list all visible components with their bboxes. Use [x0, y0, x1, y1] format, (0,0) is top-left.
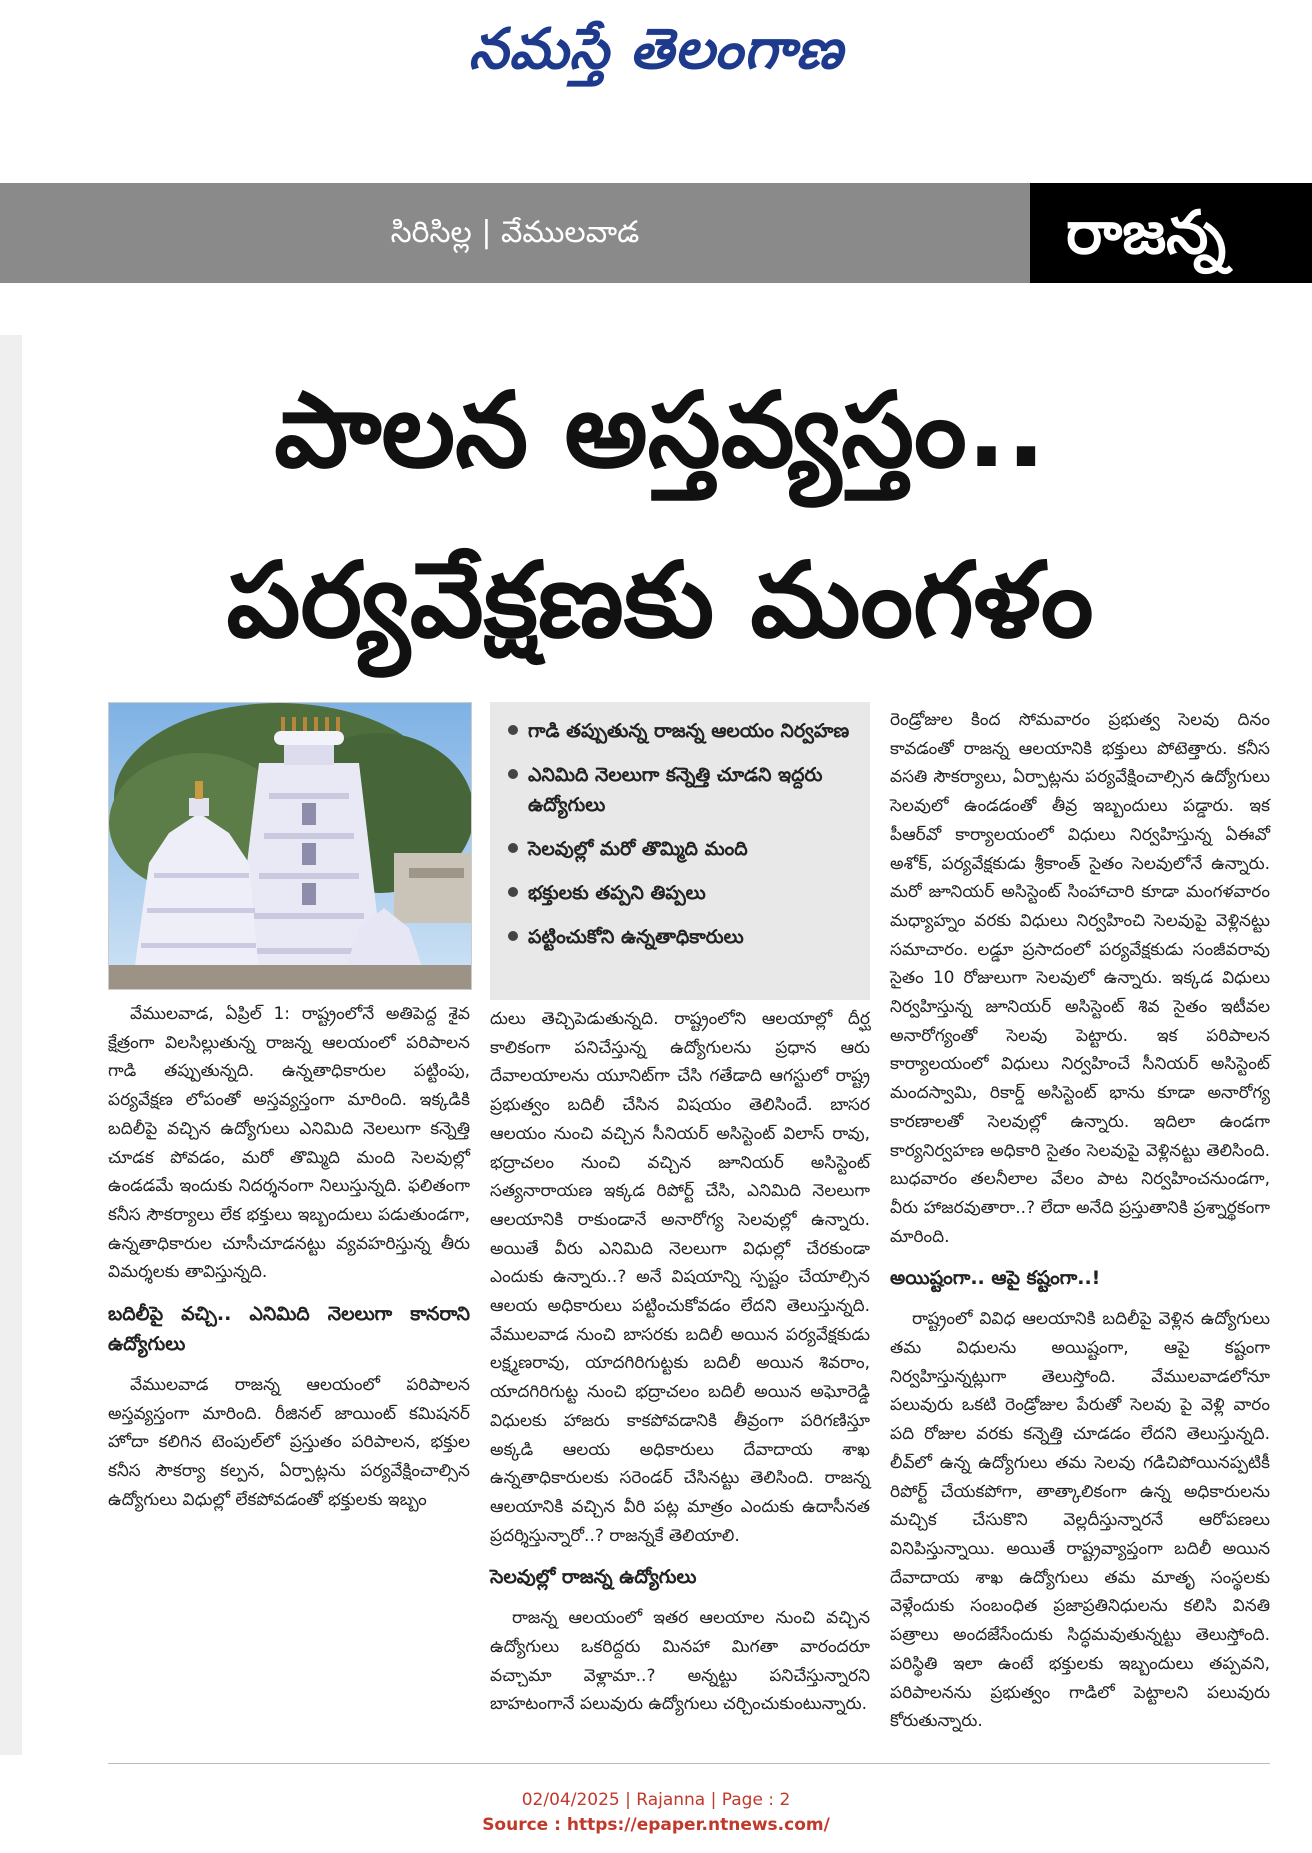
footer-rule: [108, 1763, 1270, 1764]
article-paragraph: రాష్ట్రంలో వివిధ ఆలయానికి బదిలీపై వెళ్లిన ఉద్యోగులు తమ విధులను అయిష్టంగా, ఆపై కష్టంగా నిర్వహిస్తున్నట్లుగా తెలుస్తోంది. వేములవాడలోనూ పలువురు ఒకటి రెండ్రోజుల పేరుతో సెలవు పై వెళ్లి వారం పది రోజుల వరకు కన్నెత్తి చూడడం లేదని తెలుస్తున్నది. లీవ్‌లో ఉన్న ఉద్యోగులు తమ సెలవు గడిచిపోయినప్పటికీ రిపోర్ట్ చేయకపోగా, తాత్కాలికంగా ఉన్న అధికారులను మచ్చిక చేసుకొని వెల్లదీస్తున్నారనే ఆరోపణలు వినిపిస్తున్నాయి. అయితే రాష్ట్రవ్యాప్తంగా బదిలీ అయిన దేవాదాయ శాఖ ఉద్యోగులు తమ మాతృ సంస్థలకు వెళ్లేందుకు సంబంధిత ప్రజాప్రతినిధులను కలిసి వినతి పత్రాలు అందజేసేందుకు సిద్ధమవుతున్నట్టు తెలుస్తోంది. పరిస్థితి ఇలా ఉంటే భక్తులకు ఇబ్బందులు తప్పవని, పరిపాలనను ప్రభుత్వం గాడిలో పెట్టాలని పలువురు కోరుతున్నారు.: [890, 1309, 1270, 1732]
section-bar: [0, 183, 1030, 283]
highlights-box: [490, 702, 870, 1000]
article-paragraph: వేములవాడ, ఏప్రిల్ 1: రాష్ట్రంలోనే అతిపెద్ద శైవ క్షేత్రంగా విలసిల్లుతున్న రాజన్న ఆలయంలో పరిపాలన గాడి తప్పుతున్నది. ఉన్నతాధికారుల పట్టింపు, పర్యవేక్షణ లోపంతో అస్తవ్యస్తంగా మారింది. ఇక్కడికి బదిలీపై వచ్చిన ఉద్యోగులు ఎనిమిది నెలలుగా కన్నెత్తి చూడక పోవడం, మరో తొమ్మిది మంది సెలవుల్లో ఉండడమే ఇందుకు నిదర్శనంగా నిలుస్తున్నది. ఫలితంగా కనీస సౌకర్యాలు లేక భక్తులు ఇబ్బందులు పడుతుండగా, ఉన్నతాధికారుల చూసీచూడనట్టు వ్యవహరిస్తున్న తీరు విమర్శలకు తావిస్తున్నది.: [108, 1004, 470, 1283]
article-paragraph: రెండ్రోజుల కింద సోమవారం ప్రభుత్వ సెలవు దినం కావడంతో రాజన్న ఆలయానికి భక్తులు పోటెత్తారు. కనీస వసతి సౌకర్యాలు, ఏర్పాట్లను పర్యవేక్షించాల్సిన ఉద్యోగులు సెలవులో ఉండడంతో తీవ్ర ఇబ్బందులు పడ్డారు. ఇక పీఆర్‌వో కార్యాలయంలో విధులు నిర్వహిస్తున్న ఏఈవో అశోక్, పర్యవేక్షకుడు శ్రీకాంత్ సైతం సెలవులోనే ఉన్నారు. మరో జూనియర్ అసిస్టెంట్ సింహాచారి కూడా మంగళవారం మధ్యాహ్నం వరకు విధులు నిర్వహించి సెలవుపై వెళ్లినట్టు సమాచారం. లడ్డూ ప్రసాదంలో పర్యవేక్షకుడు సంజీవరావు సైతం 10 రోజులుగా సెలవులో ఉన్నారు. ఇక్కడ విధులు నిర్వహిస్తున్న జూనియర్ అసిస్టెంట్ శివ సైతం ఇటీవల అనారోగ్యంతో సెలవు పెట్టారు. ఇక పరిపాలన కార్యాలయంలో విధులు నిర్వహించే సీనియర్ అసిస్టెంట్ మందస్వామి, రికార్డ్ అసిస్టెంట్ భాను కూడా అనారోగ్య కారణాలతో సెలవుల్లో ఉన్నారు. ఇదిలా ఉండగా కార్యనిర్వహణ అధికారి సైతం సెలవుపై వెళ్లినట్టు తెలిసింది. బుధవారం తలనీలాల వేలం పాట నిర్వహించనుండగా, వీరు హాజరవుతారా..? లేదా అనేది ప్రస్తుతానికి ప్రశ్నార్థకంగా మారింది.: [890, 710, 1270, 1247]
bullet-icon: [508, 887, 518, 897]
highlight-text: ఎనిమిది నెలలుగా కన్నెత్తి చూడని ఇద్దరు ఉద్యోగులు: [528, 764, 823, 816]
article-paragraph: రాజన్న ఆలయంలో ఇతర ఆలయాల నుంచి వచ్చిన ఉద్యోగులు ఒకరిద్దరు మినహా మిగతా వారందరూ వచ్చామా వెళ్లామా..? అన్నట్టు పనిచేస్తున్నారని బాహటంగానే పలువురు ఉద్యోగులు చర్చించుకుంటున్నారు.: [490, 1608, 870, 1715]
left-margin-rule: [0, 335, 22, 1755]
bullet-icon: [508, 769, 518, 779]
highlight-text: గాడి తప్పుతున్న రాజన్న ఆలయం నిర్వహణ: [528, 720, 850, 742]
article-column-middle: [490, 1005, 870, 1760]
article-subheading: అయిష్టంగా.. ఆపై కష్టంగా..!: [890, 1267, 1101, 1290]
headline-line-2: పర్యవేక్షణకు మంగళం: [226, 539, 1094, 661]
article-subheading: సెలవుల్లో రాజన్న ఉద్యోగులు: [490, 1566, 697, 1589]
highlight-item: [508, 878, 860, 908]
bullet-icon: [508, 725, 518, 735]
article-subheading: బదిలీపై వచ్చి.. ఎనిమిది నెలలుగా కానరాని ఉద్యోగులు: [108, 1303, 470, 1356]
section-block-label: రాజన్న: [1030, 183, 1312, 283]
masthead: నమస్తే తెలంగాణ: [468, 17, 844, 82]
article-paragraph: దులు తెచ్చిపెడుతున్నది. రాష్ట్రంలోని ఆలయాల్లో దీర్ఘ కాలికంగా పనిచేస్తున్న ఉద్యోగులను ప్రధాన ఆరు దేవాలయాలను యూనిట్‌గా చేసి గతేడాది ఆగస్టులో రాష్ట్ర ప్రభుత్వం బదిలీ చేసిన విషయం తెలిసిందే. బాసర ఆలయం నుంచి వచ్చిన సీనియర్ అసిస్టెంట్ విలాస్ రావు, భద్రాచలం నుంచి వచ్చిన జూనియర్ అసిస్టెంట్ సత్యనారాయణ ఇక్కడ రిపోర్ట్ చేసి, ఎనిమిది నెలలుగా ఆలయానికి రాకుండానే అనారోగ్య సెలవుల్లో ఉన్నారు. అయితే వీరు ఎనిమిది నెలలుగా విధుల్లో చేరకుండా ఎందుకు ఉన్నారు..? అనే విషయాన్ని స్పష్టం చేయాల్సిన ఆలయ అధికారులు పట్టించుకోవడం లేదని తెలుస్తున్నది. వేములవాడ నుంచి బాసరకు బదిలీ అయిన పర్యవేక్షకుడు లక్ష్మణరావు, యాదగిరిగుట్టకు బదిలీ అయిన శివరాం, యాదగిరిగుట్ట నుంచి భద్రాచలం బదిలీ అయిన అఘోరెడ్డి విధులకు హాజరు కాకపోవడానికి తీవ్రంగా పరిగణిస్తూ అక్కడి ఆలయ అధికారులు దేవాదాయ శాఖ ఉన్నతాధికారులకు సరెండర్ చేసినట్టు తెలిసింది. రాజన్న ఆలయానికి వచ్చిన వీరి పట్ల మాత్రం ఎందుకు ఉదాసీనత ప్రదర్శిస్తున్నారో..? రాజన్నకే తెలియాలి.: [490, 1009, 870, 1546]
highlight-item: [508, 716, 860, 746]
headline-line-1: పాలన అస్తవ్యస్తం..: [274, 369, 1046, 491]
footer-date-page: 02/04/2025 | Rajanna | Page : 2: [521, 1790, 791, 1810]
footer-source: Source : https://epaper.ntnews.com/: [482, 1815, 830, 1835]
highlight-item: [508, 834, 860, 864]
bullet-icon: [508, 931, 518, 941]
highlight-item: [508, 922, 860, 952]
article-paragraph: వేములవాడ రాజన్న ఆలయంలో పరిపాలన అస్తవ్యస్తంగా మారింది. రీజినల్ జాయింట్ కమిషనర్ హోదా కలిగిన టెంపుల్‌లో ప్రస్తుతం పరిపాలన, భక్తుల కనీస సౌకర్యా కల్పన, ఏర్పాట్లను పర్యవేక్షించాల్సిన ఉద్యోగులు విధుల్లో లేకపోవడంతో భక్తులకు ఇబ్బం: [108, 1375, 470, 1510]
highlight-text: భక్తులకు తప్పని తిప్పలు: [528, 882, 706, 904]
highlight-item: [508, 760, 860, 820]
highlight-text: పట్టించుకోని ఉన్నతాధికారులు: [528, 926, 744, 948]
article-column-left: [108, 1000, 470, 1760]
temple-photo: [108, 702, 472, 990]
highlight-text: సెలవుల్లో మరో తొమ్మిది మంది: [528, 838, 748, 860]
section-location: సిరిసిల్ల | వేములవాడ: [390, 215, 640, 250]
article-column-right: [890, 706, 1270, 1760]
bullet-icon: [508, 843, 518, 853]
